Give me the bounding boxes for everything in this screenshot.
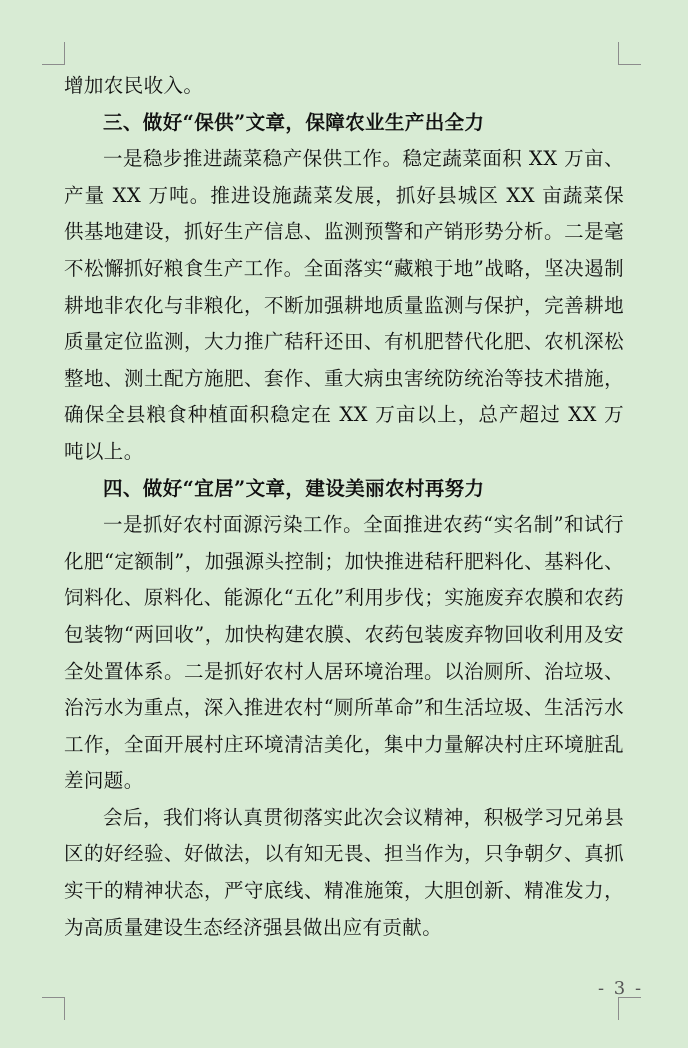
paragraph-text: 抓好农村人居环境治理。以治厕所、治垃圾、治污水为重点，深入推进农村“厕所革命”和生活垃圾、生活污水工作，全面开展村庄环境清洁美化，集中力量解决村庄环境脏乱差问题。 (64, 659, 624, 793)
crop-mark-bottom-right (618, 997, 641, 1020)
paragraph-text: 抓好农村面源污染工作。全面推进农药“实名制”和试行化肥“定额制”，加强源头控制；加快推进秸秆肥料化、基料化、饲料化、原料化、能源化“五化”利用步伐；实施废弃农膜和农药包装物“两回收”，加快构建农膜、农药包装废弃物回收利用及安全处置体系。 (64, 513, 624, 683)
paragraph-section-3 (64, 141, 624, 470)
page-number: - 3 - (598, 978, 644, 999)
lead-phrase: 二是 (184, 659, 225, 683)
crop-mark-bottom-left (42, 997, 65, 1020)
paragraph-section-4 (64, 507, 624, 800)
lead-phrase: 一是 (103, 147, 143, 171)
lead-phrase: 一是 (103, 513, 144, 537)
paragraph-closing: 会后，我们将认真贯彻落实此次会议精神，积极学习兄弟县区的好经验、好做法，以有知无畏、担当作为，只争朝夕、真抓实干的精神状态，严守底线、精准施策，大胆创新、精准发力，为高质量建设生态经济强县做出应有贡献。 (64, 805, 624, 939)
crop-mark-top-right (618, 42, 641, 65)
document-body (64, 68, 624, 946)
paragraph-text: 毫不松懈抓好粮食生产工作。全面落实“藏粮于地”战略，坚决遏制耕地非农化与非粮化，不断加强耕地质量监测与保护，完善耕地质量定位监测，大力推广秸秆还田、有机肥替代化肥、农机深松整地、测土配方施肥、套作、重大病虫害统防统治等技术措施，确保全县粮食种植面积稳定在 XX 万亩以上，总产超过 XX 万吨以上。 (64, 220, 624, 463)
crop-mark-top-left (42, 42, 65, 65)
section-heading-4: 四、做好“宜居”文章，建设美丽农村再努力 (103, 476, 485, 500)
paragraph-text: 稳步推进蔬菜稳产保供工作。稳定蔬菜面积 XX 万亩、产量 XX 万吨。推进设施蔬菜发展，抓好县城区 XX 亩蔬菜保供基地建设，抓好生产信息、监测预警和产销形势分析。 (64, 147, 624, 244)
lead-phrase: 二是 (564, 220, 605, 244)
section-heading-3: 三、做好“保供”文章，保障农业生产出全力 (103, 110, 485, 134)
paragraph-continuation: 增加农民收入。 (64, 74, 204, 97)
